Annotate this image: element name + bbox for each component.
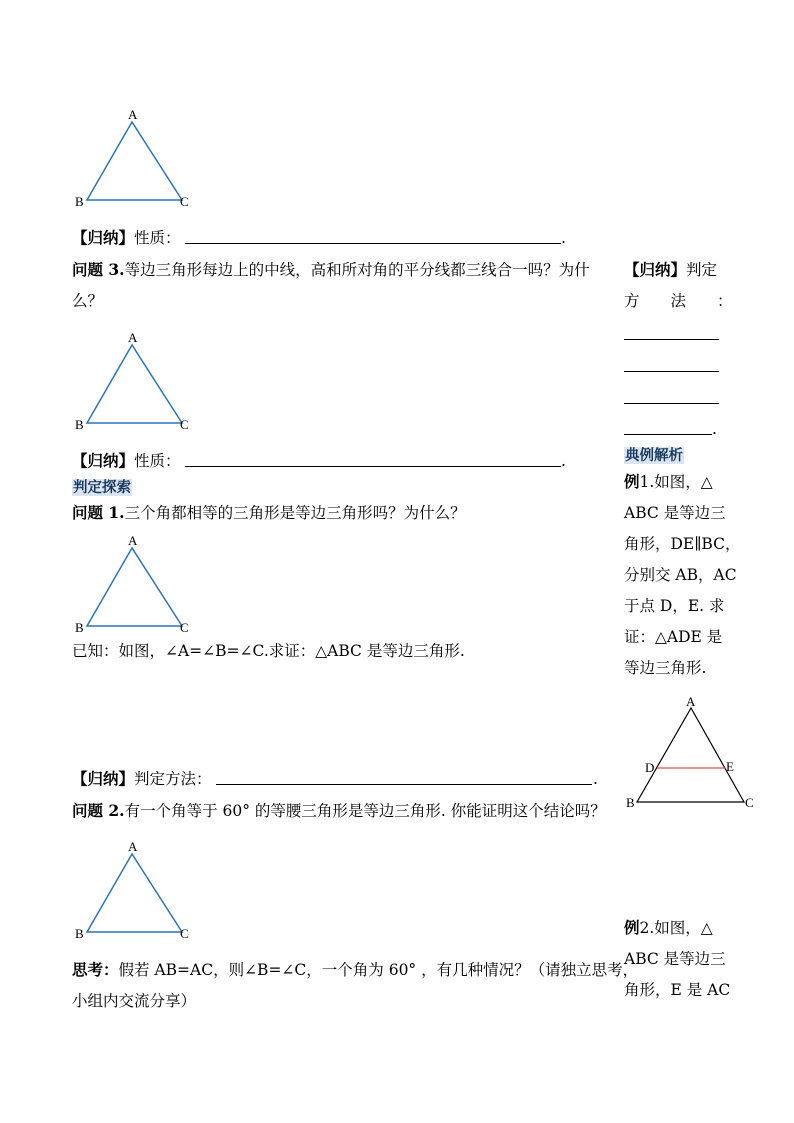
summary-tag: 【归纳】	[72, 228, 135, 247]
think-prompt	[72, 960, 638, 980]
triangle-diagram-2	[72, 329, 198, 435]
given-statement: 已知：如图，∠A=∠B=∠C.求证：△ABC 是等边三角形.	[72, 642, 465, 660]
question-tag: 问题 3.	[72, 260, 125, 279]
answer-blank-1[interactable]	[185, 243, 561, 244]
end-dot: .	[712, 420, 717, 438]
heading-text: 典例解析	[625, 447, 683, 464]
summary-property-2	[72, 451, 181, 471]
example-text: 1.如图，△	[639, 473, 713, 491]
example-2	[624, 912, 730, 1006]
vertex-c-label: C	[180, 620, 189, 635]
example-text: 2.如图，△	[639, 919, 713, 937]
question-3-continued: 么？	[72, 292, 104, 310]
end-dot: .	[561, 452, 566, 470]
summary-text: 判定方法：	[134, 770, 212, 788]
question-2	[72, 801, 606, 821]
heading-text: 判定探索	[73, 479, 131, 496]
section-heading-judge-explore	[72, 478, 132, 497]
vertex-a-label: A	[128, 839, 138, 854]
right-blank-1[interactable]	[624, 339, 719, 340]
vertex-a-label: A	[128, 107, 138, 122]
summary-text: 性质：	[134, 229, 181, 247]
summary-text: 性质：	[134, 452, 181, 470]
vertex-c-label: C	[745, 795, 754, 810]
example-triangle-diagram	[622, 694, 758, 812]
summary-tag: 【归纳】	[72, 769, 135, 788]
examples-heading	[624, 446, 684, 465]
think-text: 假若 AB=AC，则∠B=∠C，一个角为 60° ，有几种情况？（请独立思考，	[118, 961, 639, 979]
example-1-line	[624, 466, 740, 498]
example-1-line: 证：△ADE 是	[624, 628, 723, 646]
right-method-label: 方 法 ：	[624, 292, 733, 310]
vertex-b-label: B	[75, 926, 84, 941]
vertex-a-label: A	[686, 694, 696, 709]
summary-judge-method	[72, 769, 212, 789]
example-1-line: 于点 D，E. 求	[624, 597, 725, 615]
triangle-diagram-1	[72, 106, 198, 212]
triangle-diagram-3	[72, 532, 198, 638]
example-1-line: ABC 是等边三	[624, 504, 726, 522]
example-tag: 例	[624, 918, 640, 937]
vertex-c-label: C	[180, 417, 189, 432]
example-1-line: 等边三角形.	[624, 659, 707, 677]
example-2-line	[624, 912, 730, 944]
right-blank-3[interactable]	[624, 403, 719, 404]
think-tag: 思考：	[72, 960, 119, 979]
summary-tag: 【归纳】	[72, 451, 135, 470]
vertex-a-label: A	[128, 533, 138, 548]
triangle-diagram-4	[72, 838, 198, 944]
think-prompt-continued: 小组内交流分享）	[72, 992, 197, 1010]
summary-property-1	[72, 228, 181, 248]
end-dot: .	[593, 770, 598, 788]
answer-blank-2[interactable]	[185, 466, 561, 467]
summary-text: 判定	[686, 261, 718, 279]
right-summary-heading	[624, 260, 717, 280]
question-text: 三个角都相等的三角形是等边三角形吗？为什么？	[124, 504, 466, 522]
example-2-line: 角形，E 是 AC	[624, 981, 731, 999]
question-text: 等边三角形每边上的中线，高和所对角的平分线都三线合一吗？为什	[124, 261, 590, 279]
example-tag: 例	[624, 472, 640, 491]
answer-blank-3[interactable]	[216, 784, 592, 785]
example-1-line: 分别交 AB，AC	[624, 566, 737, 584]
summary-tag: 【归纳】	[624, 260, 687, 279]
vertex-b-label: B	[626, 795, 635, 810]
point-d-label: D	[645, 760, 655, 775]
right-blank-2[interactable]	[624, 371, 719, 372]
end-dot: .	[561, 229, 566, 247]
point-e-label: E	[726, 759, 734, 774]
question-3	[72, 260, 590, 280]
vertex-c-label: C	[180, 194, 189, 209]
example-2-line: ABC 是等边三	[624, 950, 726, 968]
vertex-b-label: B	[75, 417, 84, 432]
example-1-line: 角形，DE∥BC，	[624, 535, 741, 553]
right-blank-4[interactable]	[624, 434, 712, 435]
vertex-b-label: B	[75, 194, 84, 209]
question-tag: 问题 2.	[72, 801, 125, 820]
example-1	[624, 466, 740, 684]
question-text: 有一个角等于 60° 的等腰三角形是等边三角形. 你能证明这个结论吗？	[124, 802, 606, 820]
vertex-c-label: C	[180, 926, 189, 941]
vertex-b-label: B	[75, 620, 84, 635]
vertex-a-label: A	[128, 330, 138, 345]
question-tag: 问题 1.	[72, 503, 125, 522]
question-1	[72, 503, 466, 523]
